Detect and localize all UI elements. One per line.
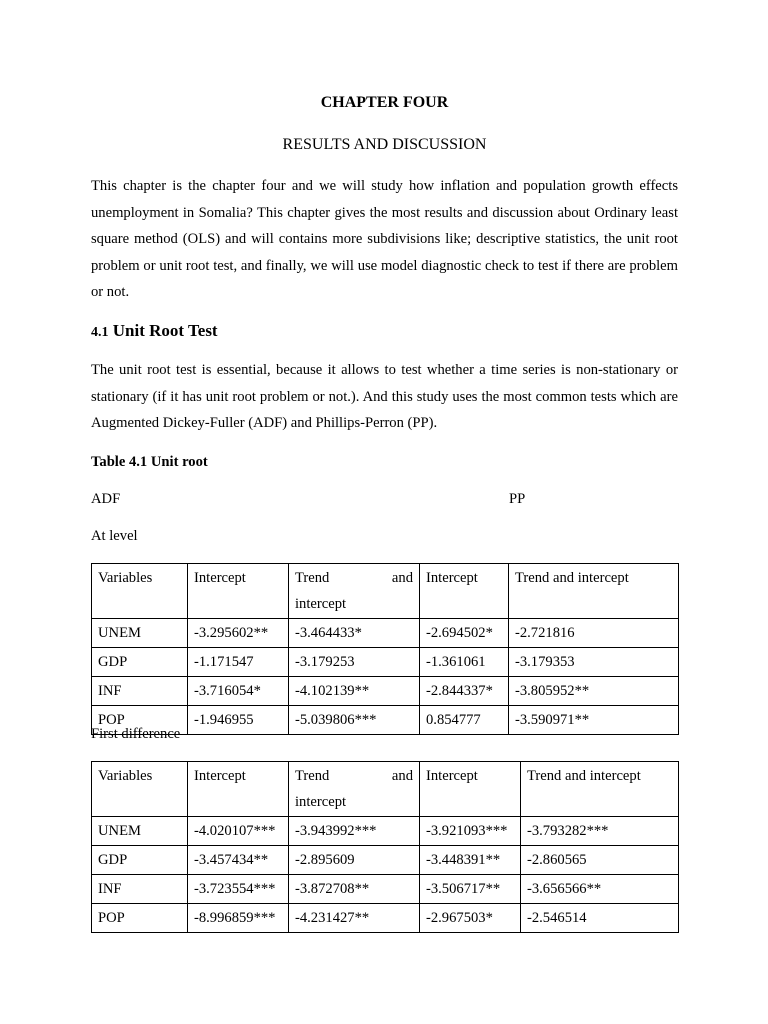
- at-level-label: At level: [91, 528, 138, 544]
- cell-pp-intercept: -3.448391**: [420, 846, 521, 875]
- table-row: [92, 817, 679, 846]
- header-intercept-pp: Intercept: [420, 762, 521, 817]
- cell-adf-trend-intercept: -3.872708**: [289, 875, 420, 904]
- intro-paragraph: This chapter is the chapter four and we will study how inflation and population growth effects unemployment in Somalia? This chapter gives the most results and discussion about Ordinary least square method (OLS) and will contains more subdivisions like; descriptive statistics, the unit root problem or unit root test, and finally, we will use model diagnostic check to test if there are problem or not.: [91, 178, 678, 300]
- cell-pp-trend-intercept: -3.805952**: [509, 677, 679, 706]
- cell-variable: GDP: [92, 846, 188, 875]
- pp-label: PP: [509, 491, 526, 507]
- table-row: [92, 648, 679, 677]
- cell-variable: INF: [92, 875, 188, 904]
- chapter-subtitle: RESULTS AND DISCUSSION: [282, 136, 487, 153]
- cell-adf-trend-intercept: -3.179253: [289, 648, 420, 677]
- cell-variable: GDP: [92, 648, 188, 677]
- header-variables: Variables: [92, 762, 188, 817]
- chapter-title: CHAPTER FOUR: [320, 94, 449, 111]
- cell-pp-intercept: -3.506717**: [420, 875, 521, 904]
- first-difference-label: First difference: [91, 726, 181, 742]
- header-intercept: Intercept: [188, 564, 289, 619]
- table-row: [92, 619, 679, 648]
- header-and-word: and: [391, 768, 413, 784]
- cell-variable: UNEM: [92, 817, 188, 846]
- header-intercept-pp: Intercept: [420, 564, 509, 619]
- cell-adf-trend-intercept: -4.231427**: [289, 904, 420, 933]
- header-trend-word: Trend: [295, 768, 330, 784]
- section-heading: [91, 320, 218, 344]
- cell-adf-intercept: -1.171547: [188, 648, 289, 677]
- cell-adf-intercept: -4.020107***: [188, 817, 289, 846]
- cell-pp-trend-intercept: -3.793282***: [521, 817, 679, 846]
- cell-adf-trend-intercept: -3.464433*: [289, 619, 420, 648]
- cell-variable: UNEM: [92, 619, 188, 648]
- table-row: [92, 904, 679, 933]
- cell-adf-trend-intercept: -4.102139**: [289, 677, 420, 706]
- cell-pp-intercept: 0.854777: [420, 706, 509, 735]
- table-caption: Table 4.1 Unit root: [91, 454, 208, 470]
- cell-pp-trend-intercept: -2.860565: [521, 846, 679, 875]
- table-row: [92, 677, 679, 706]
- table-first-difference: [91, 761, 679, 933]
- cell-pp-intercept: -2.844337*: [420, 677, 509, 706]
- cell-pp-trend-intercept: -2.721816: [509, 619, 679, 648]
- cell-variable: POP: [92, 904, 188, 933]
- table-at-level: [91, 563, 679, 735]
- header-intercept-word: intercept: [295, 596, 347, 612]
- table-header-row: [92, 564, 679, 619]
- cell-variable: POP: [92, 706, 188, 735]
- table-header-row: [92, 762, 679, 817]
- adf-label: ADF: [91, 491, 121, 507]
- header-trend-and-intercept-pp: Trend and intercept: [509, 564, 679, 619]
- cell-pp-intercept: -2.967503*: [420, 904, 521, 933]
- section-number: 4.1: [91, 325, 109, 340]
- level-body: [92, 619, 679, 735]
- table-row: [92, 875, 679, 904]
- header-trend-and-intercept-pp: Trend and intercept: [521, 762, 679, 817]
- cell-adf-intercept: -8.996859***: [188, 904, 289, 933]
- cell-adf-trend-intercept: -3.943992***: [289, 817, 420, 846]
- cell-pp-intercept: -1.361061: [420, 648, 509, 677]
- cell-adf-intercept: -3.723554***: [188, 875, 289, 904]
- section-title: Unit Root Test: [112, 321, 218, 340]
- cell-pp-trend-intercept: -3.656566**: [521, 875, 679, 904]
- cell-pp-trend-intercept: -3.590971**: [509, 706, 679, 735]
- first-difference-body: [92, 817, 679, 933]
- header-intercept-word: intercept: [295, 794, 347, 810]
- header-intercept: Intercept: [188, 762, 289, 817]
- cell-adf-intercept: -3.295602**: [188, 619, 289, 648]
- header-trend-word: Trend: [295, 570, 330, 586]
- cell-adf-intercept: -3.716054*: [188, 677, 289, 706]
- cell-adf-trend-intercept: -2.895609: [289, 846, 420, 875]
- cell-pp-intercept: -3.921093***: [420, 817, 521, 846]
- cell-adf-intercept: -3.457434**: [188, 846, 289, 875]
- header-and-word: and: [391, 570, 413, 586]
- cell-adf-intercept: -1.946955: [188, 706, 289, 735]
- header-variables: Variables: [92, 564, 188, 619]
- cell-pp-intercept: -2.694502*: [420, 619, 509, 648]
- table-row: [92, 846, 679, 875]
- header-trend-intercept: [289, 762, 420, 817]
- cell-pp-trend-intercept: -3.179353: [509, 648, 679, 677]
- cell-pp-trend-intercept: -2.546514: [521, 904, 679, 933]
- header-trend-intercept: [289, 564, 420, 619]
- cell-adf-trend-intercept: -5.039806***: [289, 706, 420, 735]
- cell-variable: INF: [92, 677, 188, 706]
- section-paragraph: The unit root test is essential, because it allows to test whether a time series is non-stationary or stationary (if it has unit root problem or not.). And this study uses the most common tests which are Augmented Dickey-Fuller (ADF) and Phillips-Perron (PP).: [91, 362, 678, 431]
